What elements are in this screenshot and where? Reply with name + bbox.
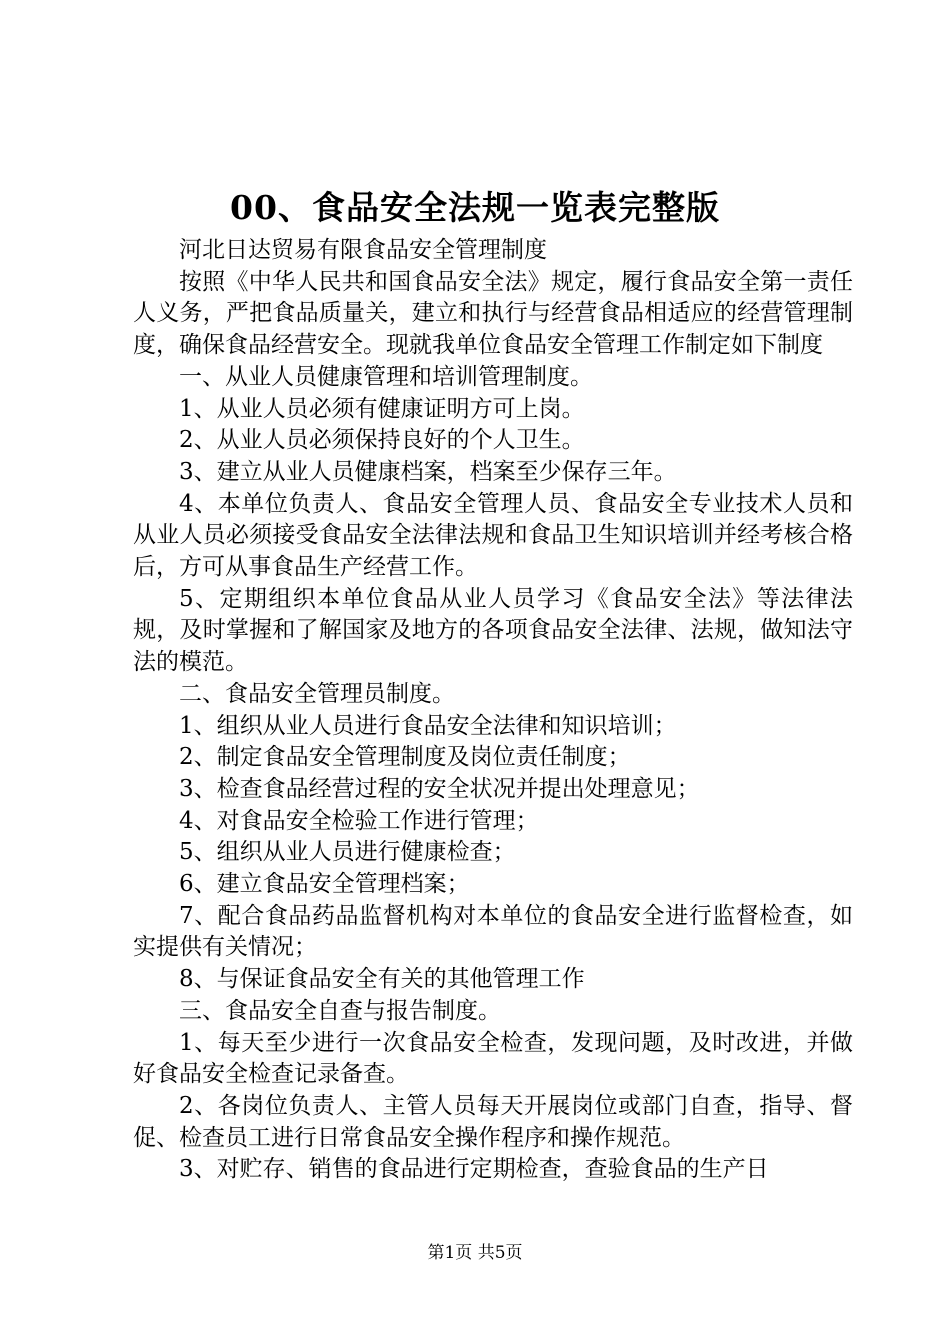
list-item: 6、建立食品安全管理档案； xyxy=(179,871,470,898)
page-title: 00、食品安全法规一览表完整版 xyxy=(230,188,720,227)
list-item: 4、对食品安全检验工作进行管理； xyxy=(179,807,539,834)
list-item: 1、组织从业人员进行食品安全法律和知识培训； xyxy=(179,712,677,739)
list-item: 4、本单位负责人、食品安全管理人员、食品安全专业技术人员和从业人员必须接受食品安全法律法规和食品卫生知识培训并经考核合格后，方可从事食品生产经营工作。 xyxy=(133,490,853,581)
list-item: 3、建立从业人员健康档案，档案至少保存三年。 xyxy=(179,458,677,485)
document-body xyxy=(133,235,853,1186)
section-heading-2: 二、食品安全管理员制度。 xyxy=(179,680,455,707)
page-footer: 第1页 共5页 xyxy=(427,1243,523,1263)
list-item: 5、组织从业人员进行健康检查； xyxy=(179,839,516,866)
list-item: 8、与保证食品安全有关的其他管理工作 xyxy=(179,966,585,993)
list-item: 1、从业人员必须有健康证明方可上岗。 xyxy=(179,395,585,422)
list-item: 2、制定食品安全管理制度及岗位责任制度； xyxy=(179,744,631,771)
list-item: 2、从业人员必须保持良好的个人卫生。 xyxy=(179,427,585,454)
list-item: 3、对贮存、销售的食品进行定期检查，查验食品的生产日 xyxy=(179,1156,769,1183)
list-item: 5、定期组织本单位食品从业人员学习《食品安全法》等法律法规，及时掌握和了解国家及地方的各项食品安全法律、法规，做知法守法的模范。 xyxy=(133,585,853,676)
list-item: 7、配合食品药品监督机构对本单位的食品安全进行监督检查，如实提供有关情况； xyxy=(133,902,853,961)
section-heading-3: 三、食品安全自查与报告制度。 xyxy=(179,997,501,1024)
section-heading-1: 一、从业人员健康管理和培训管理制度。 xyxy=(179,363,593,390)
list-item: 2、各岗位负责人、主管人员每天开展岗位或部门自查，指导、督促、检查员工进行日常食品安全操作程序和操作规范。 xyxy=(133,1092,853,1151)
paragraph-company-heading: 河北日达贸易有限食品安全管理制度 xyxy=(179,237,547,263)
paragraph-intro: 按照《中华人民共和国食品安全法》规定，履行食品安全第一责任人义务，严把食品质量关，建立和执行与经营食品相适应的经营管理制度，确保食品经营安全。现就我单位食品安全管理工作制定如下制度 xyxy=(133,268,853,359)
list-item: 1、每天至少进行一次食品安全检查，发现问题，及时改进，并做好食品安全检查记录备查。 xyxy=(133,1029,853,1088)
list-item: 3、检查食品经营过程的安全状况并提出处理意见； xyxy=(179,775,700,802)
